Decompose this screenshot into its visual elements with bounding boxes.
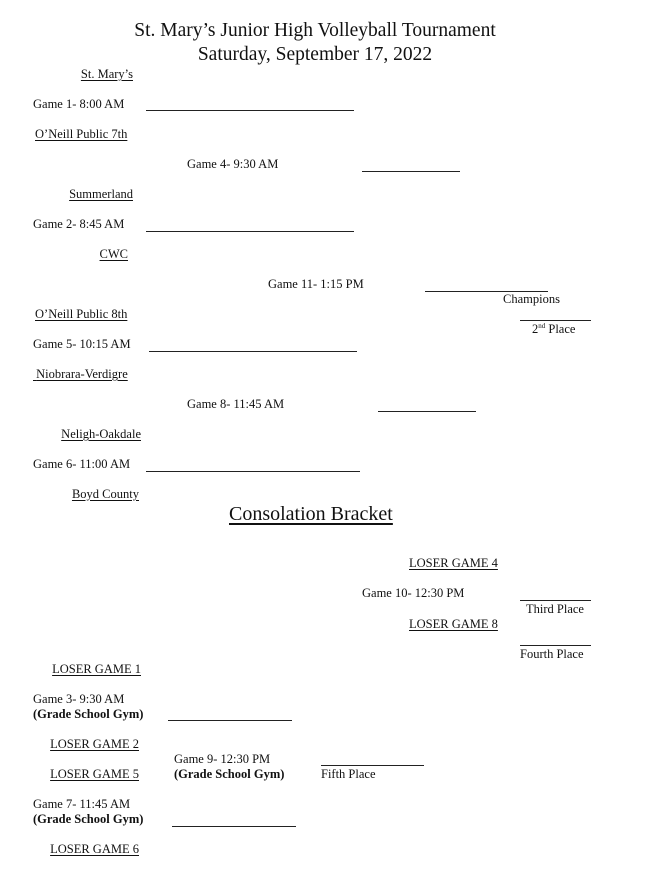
game-7-label: Game 7- 11:45 AM [33,797,131,811]
loser-game-2: LOSER GAME 2 [50,737,139,751]
tournament-date: Saturday, September 17, 2022 [197,44,433,65]
team-boyd-county: Boyd County [71,487,139,501]
team-oneill-7th: O’Neill Public 7th [35,127,128,141]
game-4-label: Game 4- 9:30 AM [187,157,279,171]
game-6-label: Game 6- 11:00 AM [33,457,131,471]
game-3-label: Game 3- 9:30 AM [33,692,125,706]
game-4-winner-line [362,171,460,172]
game-5-label: Game 5- 10:15 AM [33,337,131,351]
game-7-location: (Grade School Gym) [33,812,144,826]
team-neligh-oakdale: Neligh-Oakdale [61,427,141,441]
game-5-winner-line [149,351,357,352]
consolation-heading: Consolation Bracket [229,503,393,525]
game-8-winner-line [378,411,476,412]
game-2-winner-line [146,231,354,232]
game-9-label: Game 9- 12:30 PM [174,752,271,766]
second-place-label: 2nd Place [532,322,576,337]
loser-game-6: LOSER GAME 6 [50,842,139,856]
game-8-label: Game 8- 11:45 AM [187,397,285,411]
game-1-label: Game 1- 8:00 AM [33,97,125,111]
game-2-label: Game 2- 8:45 AM [33,217,125,231]
team-niobrara-verdigre: Niobrara-Verdigre [36,367,128,381]
second-place-line [520,320,591,321]
team-oneill-8th: O’Neill Public 8th [35,307,128,321]
third-place-line [520,600,591,601]
champions-label: Champions [503,292,560,306]
game-6-winner-line [146,471,360,472]
game-3-location: (Grade School Gym) [33,707,144,721]
game-10-label: Game 10- 12:30 PM [362,586,465,600]
tournament-title: St. Mary’s Junior High Volleyball Tournament [134,20,496,41]
fourth-place-line [520,645,591,646]
loser-game-8: LOSER GAME 8 [409,617,498,631]
fifth-place-label: Fifth Place [321,767,376,781]
loser-game-1: LOSER GAME 1 [52,662,141,676]
loser-game-4: LOSER GAME 4 [409,556,498,570]
third-place-label: Third Place [526,602,584,616]
team-cwc: CWC [99,247,128,261]
loser-game-5: LOSER GAME 5 [50,767,139,781]
game-3-winner-line [168,720,292,721]
fifth-place-line [321,765,424,766]
game-11-label: Game 11- 1:15 PM [268,277,364,291]
game-9-location: (Grade School Gym) [174,767,285,781]
team-summerland: Summerland [69,187,133,201]
fourth-place-label: Fourth Place [520,647,584,661]
game-7-winner-line [172,826,296,827]
game-1-winner-line [146,110,354,111]
team-st-marys: St. Mary’s [80,67,133,81]
